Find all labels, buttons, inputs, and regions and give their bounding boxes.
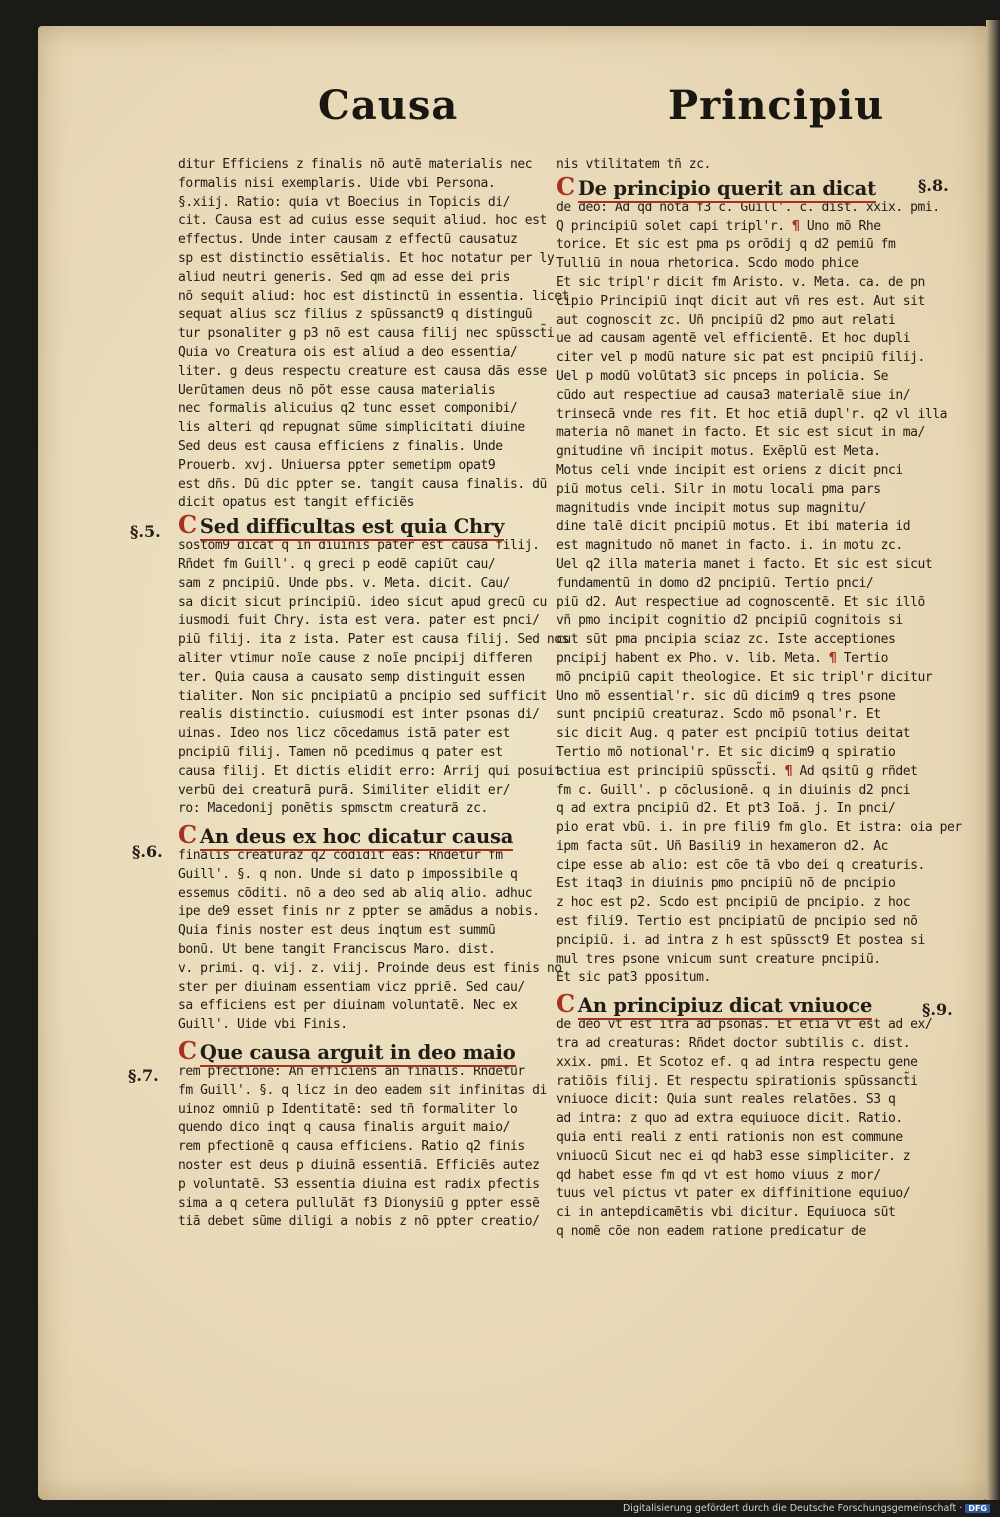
text-line: rem pfectionẽ q causa efficiens. Ratio q2 finis — [178, 1139, 525, 1155]
text-line: Uerũtamen deus nõ põt esse causa materialis — [178, 382, 496, 398]
text-line: Et sic tripl'r dicit fm Aristo. v. Meta. ca. de pn — [556, 274, 925, 290]
text-line: piũ motus celi. Silr in motu locali pma pars — [556, 481, 881, 497]
text-line: qd habet esse fm qd vt est homo viuus z mor/ — [556, 1167, 881, 1183]
text-line: dine talẽ dicit pncipiũ motus. Et ibi materia id — [556, 519, 911, 535]
heading-section-6 — [178, 820, 540, 850]
text-line: sunt pncipiũ creaturaz. Scdo mõ psonal'r. Et — [556, 707, 881, 723]
text-line: ci in antepdicamẽtis vbi dicitur. Equiuoca sũt — [556, 1205, 896, 1221]
text-line: cit. Causa est ad cuius esse sequit aliud. hoc est — [178, 213, 547, 229]
text-line: sima a q cetera pullulãt f3 Dionysiũ g ppter essẽ — [178, 1195, 540, 1211]
text-line: pncipiũ. i. ad intra z h est spũssct9 Et postea si — [556, 932, 925, 948]
text-line: sa dicit sicut principiũ. ideo sicut apud grecũ cu — [178, 594, 547, 610]
text-line: gnitudine vñ incipit motus. Exẽplũ est Meta. — [556, 444, 881, 460]
pilcrow-mark: ¶ — [828, 650, 837, 666]
text-line: cut sũt pma pncipia sciaz zc. Iste acceptiones — [556, 632, 896, 648]
text-line: ue ad causam agentẽ vel efficientẽ. Et hoc dupli — [556, 331, 911, 347]
text-line: ster per diuinam essentiam vicz ppriẽ. Sed cau/ — [178, 979, 525, 995]
text-line: ratiõis filij. Et respectu spirationis spũssanct̃i — [556, 1073, 918, 1089]
text-line: mõ pncipiũ capit theologice. Et sic tripl'r dicitur — [556, 669, 933, 685]
text-line: q ad extra pncipiũ d2. Et pt3 Ioã. j. In pnci/ — [556, 801, 896, 817]
left-column — [178, 156, 569, 1232]
text-line: Est itaq3 in diuinis pmo pncipiũ nõ de pncipio — [556, 876, 896, 892]
left-paragraph-2 — [178, 537, 569, 819]
text-line: Quia vo Creatura ois est aliud a deo essentia/ — [178, 344, 518, 360]
text-line: tuus vel pictus vt pater ex diffinitione equiuo/ — [556, 1186, 911, 1202]
text-line: aliud neutri generis. Sed qm ad esse dei pris — [178, 269, 510, 285]
heading-section-8 — [556, 171, 916, 201]
text-line: est magnitudo nõ manet in facto. i. in motu zc. — [556, 538, 903, 554]
rubricated-initial: C — [178, 820, 197, 850]
section-mark-6: §.6. — [132, 842, 163, 861]
section-mark-9: §.9. — [922, 1000, 953, 1019]
rubricated-initial: C — [178, 510, 197, 540]
section-mark-5: §.5. — [130, 522, 161, 541]
text-line: Guill'. §. q non. Unde si dato p impossibile q — [178, 866, 518, 882]
text-line: Tulliũ in noua rhetorica. Scdo modo phice — [556, 256, 859, 272]
text-line: vniuoce dicit: Quia sunt reales relatões. S3 q — [556, 1092, 896, 1108]
text-line: sam z pncipiũ. Unde pbs. v. Meta. dicit. Cau/ — [178, 575, 510, 591]
text-line: aliter vtimur noĩe cause z noĩe pncipij differen — [178, 650, 533, 666]
dfg-logo: DFG — [965, 1504, 990, 1513]
left-paragraph-3 — [178, 847, 562, 1035]
text-line: ipm facta sũt. Uñ Basili9 in hexameron d2. Ac — [556, 838, 888, 854]
text-line: dicit opatus est tangit efficiẽs — [178, 495, 415, 511]
text-line: fm Guill'. §. q licz in deo eadem sit infinitas di — [178, 1082, 547, 1098]
running-head-right: Principiu — [668, 82, 885, 129]
text-line: lis alteri qd repugnat sũme simplicitati diuine — [178, 420, 525, 436]
text-line: Rñdet fm Guill'. q greci p eodẽ capiũt cau/ — [178, 556, 496, 572]
text-line: §.xiij. Ratio: quia vt Boecius in Topicis di/ — [178, 194, 510, 210]
text-line: Prouerb. xvj. Uniuersa ppter semetipm opat9 — [178, 457, 496, 473]
text-line: torice. Et sic est pma ps orõdij q d2 pemiũ fm — [556, 237, 896, 253]
digitization-footer — [623, 1503, 990, 1514]
text-line: quia enti reali z enti rationis non est commune — [556, 1130, 903, 1146]
text-line: essemus cõditi. nõ a deo sed ab aliq alio. adhuc — [178, 885, 533, 901]
footer-text: Digitalisierung gefördert durch die Deutsche Forschungsgemeinschaft · — [622, 1503, 963, 1514]
right-column — [556, 156, 962, 1242]
text-line: ter. Quia causa a causato semp distinguit essen — [178, 669, 525, 685]
text-line: v. primi. q. vij. z. viij. Proinde deus est finis no — [178, 960, 562, 976]
heading-text: An principiuz dicat vniuoce — [578, 994, 872, 1020]
rubricated-initial: C — [556, 171, 575, 201]
text-line: tialiter. Non sic pncipiatũ a pncipio sed sufficit — [178, 688, 547, 704]
text-line: tiã debet sũme diligi a nobis z nõ ppter creatio/ — [178, 1214, 540, 1230]
text-line: q nomẽ cõe non eadem ratione predicatur de — [556, 1224, 866, 1240]
text-line: tur psonaliter g p3 nõ est causa filij nec spũssct̃i — [178, 326, 555, 342]
text-line: causa filij. Et dictis elidit erro: Arrij qui posuit — [178, 763, 562, 779]
text-line: vniuocũ Sicut nec ei qd hab3 esse simpliciter. z — [556, 1148, 911, 1164]
section-mark-8: §.8. — [918, 176, 949, 195]
text-line: p voluntatẽ. S3 essentia diuina est radix pfectis — [178, 1176, 540, 1192]
text-line: magnitudis vnde incipit motus sup magnitu/ — [556, 500, 866, 516]
rubricated-initial: C — [178, 1036, 197, 1066]
text-line: bonũ. Ut bene tangit Franciscus Maro. dist. — [178, 942, 496, 958]
section-mark-7: §.7. — [128, 1066, 159, 1085]
heading-text: An deus ex hoc dicatur causa — [200, 825, 513, 851]
text-line: sp est distinctio essẽtialis. Et hoc notatur per ly — [178, 250, 555, 266]
text-line: Q principiũ solet capi tripl'r. ¶ Uno mõ Rhe — [556, 218, 881, 234]
text-line: est fili9. Tertio est pncipiatũ de pncipio sed nõ — [556, 914, 918, 930]
running-head-left: Causa — [318, 82, 459, 129]
text-line: ipe de9 esset finis nr z ppter se amãdus a nobis. — [178, 904, 540, 920]
right-paragraph-2 — [556, 1016, 933, 1242]
text-line: nis vtilitatem tñ zc. — [556, 157, 711, 172]
text-line: xxix. pmi. Et Scotoz ef. q ad intra respectu gene — [556, 1054, 918, 1070]
text-line: iusmodi fuit Chry. ista est vera. pater est pnci/ — [178, 613, 540, 629]
left-paragraph-1 — [178, 156, 569, 513]
heading-section-7 — [178, 1036, 540, 1066]
text-line: pncipiũ filij. Tamen nõ pcedimus q pater est — [178, 744, 503, 760]
text-line: verbũ dei creaturã purã. Similiter elidit er/ — [178, 782, 510, 798]
right-paragraph-1 — [556, 199, 962, 988]
text-line: Uel p modũ volũtat3 sic pnceps in policia. Se — [556, 368, 888, 384]
text-line: quendo dico inqt q causa finalis arguit maio/ — [178, 1120, 510, 1136]
text-line: Motus celi vnde incipit est oriens z dicit pnci — [556, 462, 903, 478]
text-line: ad intra: z quo ad extra equiuoce dicit. Ratio. — [556, 1111, 903, 1127]
left-paragraph-4 — [178, 1063, 547, 1232]
text-line: cipio Principiũ inqt dicit aut vñ res est. Aut sit — [556, 293, 925, 309]
text-line: liter. g deus respectu creature est causa dãs esse — [178, 363, 547, 379]
text-line: formalis nisi exemplaris. Uide vbi Persona. — [178, 175, 496, 191]
text-line: piũ filij. ita z ista. Pater est causa filij. Sed nos — [178, 632, 569, 648]
text-line: pncipij habent ex Pho. v. lib. Meta. ¶ Tertio — [556, 650, 888, 666]
text-line: Guill'. Uide vbi Finis. — [178, 1017, 348, 1033]
text-line: Et sic pat3 ppositum. — [556, 970, 711, 986]
text-line: rem pfectionẽ: An efficiens an finalis. Rñdetur — [178, 1064, 525, 1080]
heading-text: Sed difficultas est quia Chry — [200, 515, 504, 541]
text-line: sostom9 dicat q in diuinis pater est causa filij. — [178, 538, 540, 554]
text-line: materia nõ manet in facto. Et sic est sicut in ma/ — [556, 425, 925, 441]
heading-text: Que causa arguit in deo maio — [200, 1041, 516, 1067]
text-line: sa efficiens est per diuinam voluntatẽ. Nec ex — [178, 998, 518, 1014]
rubricated-initial: C — [556, 989, 575, 1019]
heading-section-9 — [556, 989, 916, 1019]
heading-section-5 — [178, 510, 540, 540]
text-line: mul tres psone vnicum sunt creature pncipiũ. — [556, 951, 881, 967]
text-line: nõ sequit aliud: hoc est distinctũ in essentia. licet — [178, 288, 569, 304]
text-line: effectus. Unde inter causam z effectũ causatuz — [178, 232, 518, 248]
text-line: tra ad creaturas: Rñdet doctor subtilis c. dist. — [556, 1036, 911, 1052]
text-line: Sed deus est causa efficiens z finalis. Unde — [178, 438, 503, 454]
text-line: actiua est principiũ spũssct̃i. ¶ Ad qsitũ g rñdet — [556, 763, 918, 779]
text-line: sequat alius scz filius z spũssanct9 q distinguũ — [178, 307, 533, 323]
text-line: Tertio mõ notional'r. Et sic dicim9 q spiratio — [556, 744, 896, 760]
text-line: sic dicit Aug. q pater est pncipiũ totius deitat — [556, 726, 911, 742]
text-line: finalis creaturaz q2 cõdidit eas: Rñdetur fm — [178, 848, 503, 864]
pilcrow-mark: ¶ — [784, 763, 793, 779]
text-line: Uno mõ essential'r. sic dũ dicim9 q tres psone — [556, 688, 896, 704]
text-line: cũdo aut respectiue ad causa3 materialẽ siue in/ — [556, 387, 911, 403]
text-line: ro: Macedonij ponẽtis spmsctm creaturã zc. — [178, 801, 488, 817]
text-line: nec formalis alicuius q2 tunc esset componibi/ — [178, 401, 518, 417]
heading-text: De principio querit an dicat — [578, 177, 876, 203]
text-line: de deo: Ad qd nota f3 c. Guill'. c. dist. xxix. pmi. — [556, 199, 940, 215]
page-edge — [986, 20, 1000, 1500]
text-line: citer vel p modũ nature sic pat est pncipiũ filij. — [556, 350, 925, 366]
pilcrow-mark: ¶ — [792, 218, 800, 234]
text-line: aut cognoscit zc. Uñ pncipiũ d2 pmo aut relati — [556, 312, 896, 328]
text-line: de deo vt est itra ad psonas. Et etiã vt est ad ex/ — [556, 1017, 933, 1033]
text-line: piũ d2. Aut respectiue ad cognoscentẽ. Et sic illõ — [556, 594, 925, 610]
text-line: realis distinctio. cuiusmodi est inter psonas di/ — [178, 707, 540, 723]
text-line: fm c. Guill'. p cõclusionẽ. q in diuinis d2 pnci — [556, 782, 911, 798]
text-line: cipe esse ab alio: est cõe tã vbo dei q creaturis. — [556, 857, 925, 873]
text-line: vñ pmo incipit cognitio d2 pncipiũ cognitois si — [556, 613, 903, 629]
text-line: noster est deus p diuinã essentiã. Efficiẽs autez — [178, 1158, 540, 1174]
text-line: est dñs. Dũ dic ppter se. tangit causa finalis. dũ — [178, 476, 547, 492]
right-paragraph-0 — [556, 156, 916, 175]
text-line: trinsecã vnde res fit. Et hoc etiã dupl'r. q2 vl illa — [556, 406, 947, 422]
text-line: ditur Efficiens z finalis nõ autẽ materialis nec — [178, 157, 533, 172]
text-line: fundamentũ in domo d2 pncipiũ. Tertio pnci/ — [556, 575, 874, 591]
text-line: z hoc est p2. Scdo est pncipiũ de pncipio. z hoc — [556, 895, 911, 911]
text-line: uinas. Ideo nos licz cõcedamus istã pater est — [178, 726, 510, 742]
text-line: pio erat vbũ. i. in pre fili9 fm glo. Et istra: oia per — [556, 820, 962, 836]
text-line: Quia finis noster est deus inqtum est summũ — [178, 923, 496, 939]
text-line: uinoz omniũ p Identitatẽ: sed tñ formaliter lo — [178, 1101, 518, 1117]
text-line: Uel q2 illa materia manet i facto. Et sic est sicut — [556, 556, 933, 572]
